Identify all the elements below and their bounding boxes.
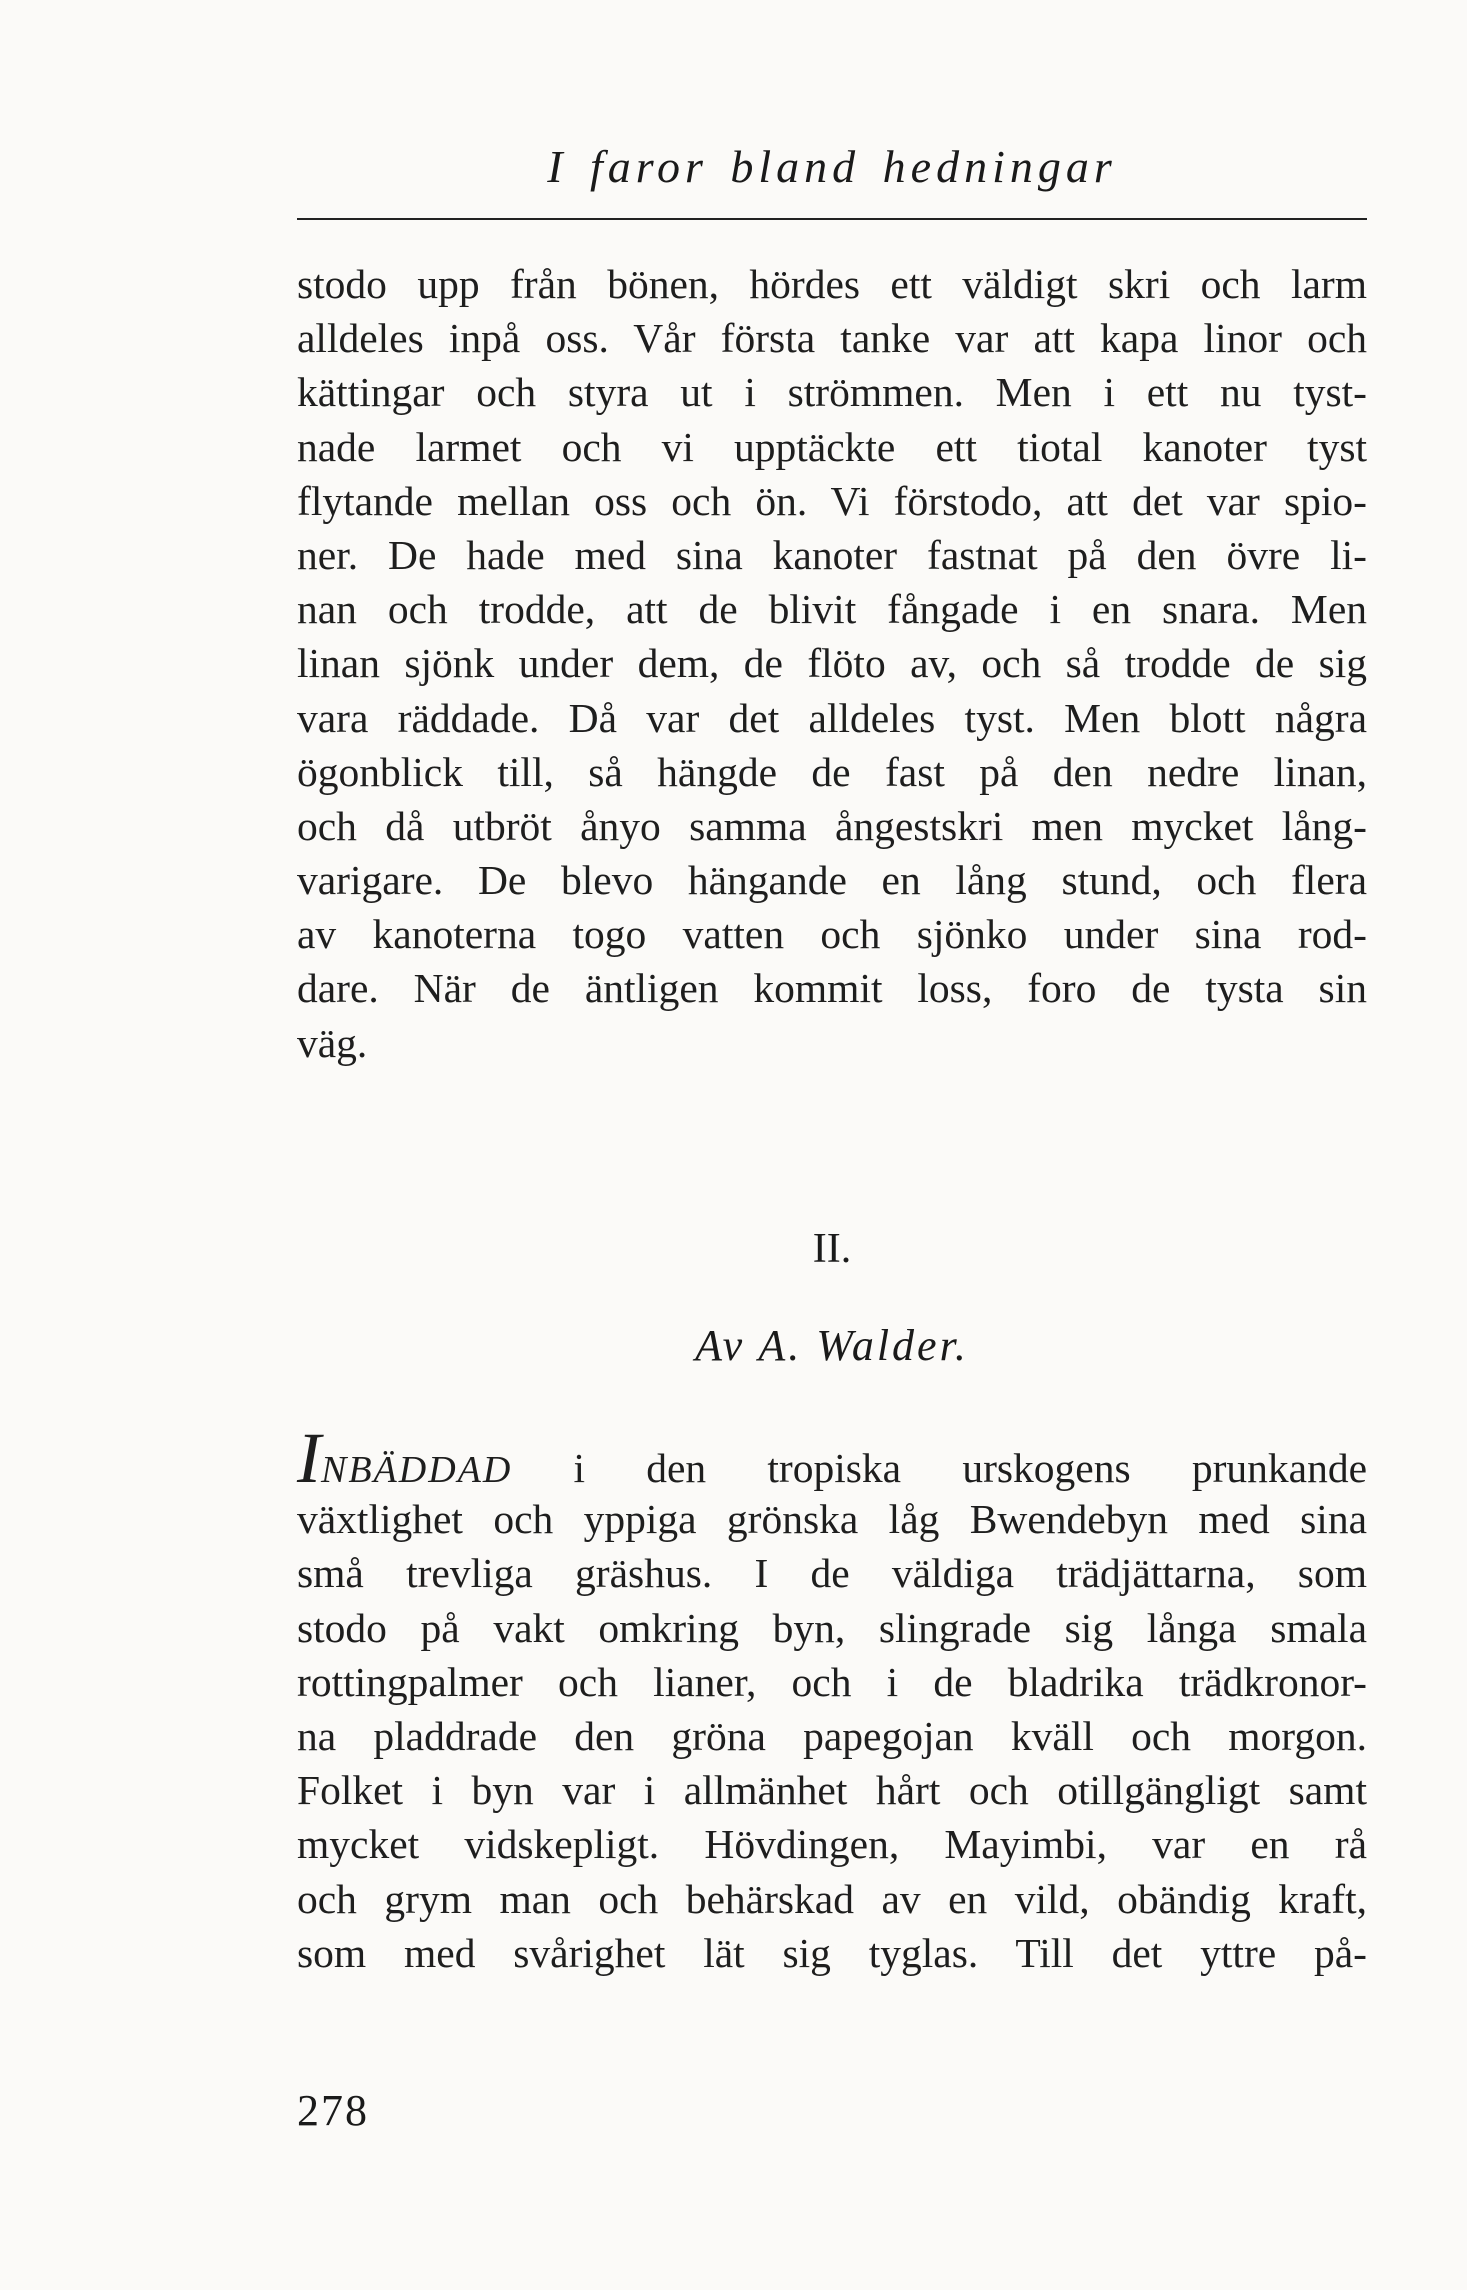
byline: Av A. Walder. <box>695 1321 969 1370</box>
text-line: väg. <box>297 1019 368 1066</box>
text-line: nade larmet och vi upptäckte ett tiotal kanoter tyst <box>297 423 1367 470</box>
paragraph-1 <box>297 257 1367 1070</box>
text-line: rottingpalmer och lianer, och i de bladrika trädkronor- <box>297 1658 1367 1705</box>
text-line: flytande mellan oss och ön. Vi förstodo, att det var spio- <box>297 477 1367 524</box>
text-line: av kanoterna togo vatten och sjönko under sina rod- <box>297 911 1367 958</box>
text-line: vara räddade. Då var det alldeles tyst. Men blott några <box>297 694 1367 741</box>
text-line: na pladdrade den gröna papegojan kväll och morgon. <box>297 1712 1367 1759</box>
text-line: ner. De hade med sina kanoter fastnat på den övre li- <box>297 531 1367 578</box>
section-number: II. <box>812 1226 852 1272</box>
page-number: 278 <box>297 2086 369 2135</box>
running-head: I faror bland hedningar <box>547 141 1117 192</box>
opening-word: NBÄDDAD <box>320 1449 513 1491</box>
dropcap: I <box>297 1418 321 1498</box>
text-line: kättingar och styra ut i strömmen. Men i ett nu tyst- <box>297 369 1367 416</box>
first-line-rest: i den tropiska urskogens prunkande <box>573 1445 1367 1491</box>
text-line: och då utbröt ånyo samma ångestskri men mycket lång- <box>297 802 1367 849</box>
text-line: varigare. De blevo hängande en lång stund, och flera <box>297 857 1367 904</box>
header-rule <box>297 218 1367 220</box>
text-line: växtlighet och yppiga grönska låg Bwendebyn med sina <box>297 1496 1367 1543</box>
text-line: stodo upp från bönen, hördes ett väldigt skri och larm <box>297 261 1367 307</box>
text-line: nan och trodde, att de blivit fångade i en snara. Men <box>297 586 1367 633</box>
text-line: alldeles inpå oss. Vår första tanke var att kapa linor och <box>297 315 1367 362</box>
text-line: Folket i byn var i allmänhet hårt och otillgängligt samt <box>297 1767 1367 1814</box>
first-line <box>297 1418 1367 1498</box>
text-line: ögonblick till, så hängde de fast på den nedre linan, <box>297 748 1367 795</box>
text-line: dare. När de äntligen kommit loss, foro de tysta sin <box>297 965 1367 1012</box>
text-line: och grym man och behärskad av en vild, obändig kraft, <box>297 1875 1367 1922</box>
text-line: linan sjönk under dem, de flöto av, och så trodde de sig <box>297 640 1367 687</box>
text-line: små trevliga gräshus. I de väldiga trädjättarna, som <box>297 1550 1367 1597</box>
text-line: mycket vidskepligt. Hövdingen, Mayimbi, var en rå <box>297 1821 1367 1868</box>
text-line: som med svårighet lät sig tyglas. Till det yttre på- <box>297 1929 1367 1976</box>
paragraph-2 <box>297 1418 1367 1980</box>
text-line: stodo på vakt omkring byn, slingrade sig långa smala <box>297 1604 1367 1651</box>
